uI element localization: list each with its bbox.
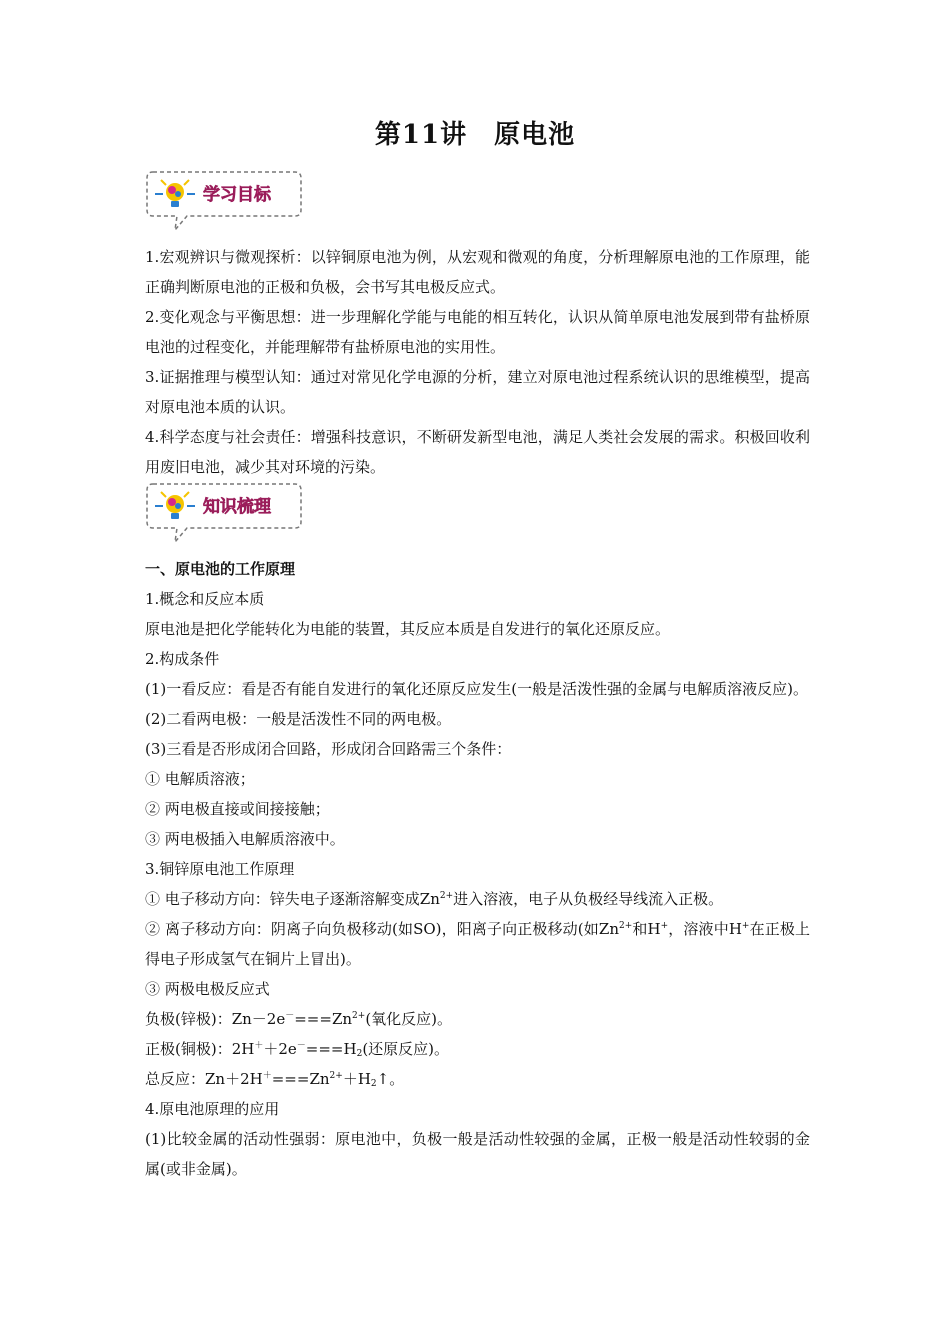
paragraph: 原电池是把化学能转化为电能的装置，其反应本质是自发进行的氧化还原反应。 — [145, 620, 671, 638]
knowledge-badge-label: 知识梳理 — [203, 497, 271, 517]
subsection-title: 1.概念和反应本质 — [145, 590, 265, 608]
section-heading: 一、原电池的工作原理 — [145, 560, 296, 578]
electron-direction-line: ① 电子移动方向：锌失电子逐渐溶解变成$Zn^{2+}$进入溶液，电子从负极经导线流入正极。 — [145, 890, 724, 908]
speech-bubble-icon — [145, 168, 305, 238]
list-item: ② 两电极直接或间接接触； — [145, 800, 330, 818]
paragraph: (1)比较金属的活动性强弱：原电池中，负极一般是活动性较强的金属，正极一般是活动性较弱的金属(或非金属)。 — [145, 1130, 810, 1178]
knowledge-badge — [145, 480, 305, 550]
list-item: ① 电解质溶液； — [145, 770, 255, 788]
objective-item: 1.宏观辨识与微观探析：以锌铜原电池为例，从宏观和微观的角度，分析理解原电池的工作原理，能正确判断原电池的正极和负极，会书写其电极反应式。 — [145, 248, 810, 296]
subsection-title: 2.构成条件 — [145, 650, 220, 668]
subsection-title: 3.铜锌原电池工作原理 — [145, 860, 295, 878]
electrode-equations-title: ③ 两极电极反应式 — [145, 980, 270, 998]
list-item: (3)三看是否形成闭合回路，形成闭合回路需三个条件： — [145, 740, 512, 758]
page-title: 第11讲 原电池 — [374, 120, 576, 150]
negative-electrode-equation: 负极(锌极)：$Zn-2e^-===Zn^{2+}$(氧化反应)。 — [145, 1010, 453, 1028]
objective-item: 3.证据推理与模型认知：通过对常见化学电源的分析，建立对原电池过程系统认识的思维模型，提高对原电池本质的认识。 — [145, 368, 810, 416]
objectives-badge — [145, 168, 305, 238]
objective-item: 2.变化观念与平衡思想：进一步理解化学能与电能的相互转化，认识从简单原电池发展到带有盐桥原电池的过程变化，并能理解带有盐桥原电池的实用性。 — [145, 308, 810, 356]
list-item: (2)二看两电极：一般是活泼性不同的两电极。 — [145, 710, 452, 728]
list-item: (1)一看反应：看是否有能自发进行的氧化还原反应发生(一般是活泼性强的金属与电解质溶液反应)。 — [145, 680, 808, 698]
knowledge-section — [145, 554, 810, 1184]
speech-bubble-icon — [145, 480, 305, 550]
positive-electrode-equation: 正极(铜极)：$2H^++2e^-===H_2$(还原反应)。 — [145, 1040, 450, 1059]
subsection-title: 4.原电池原理的应用 — [145, 1100, 280, 1118]
ion-direction-line: ② 离子移动方向：阴离子向负极移动(如SO)，阳离子向正极移动(如$Zn^{2+}$和H+，溶液中H+在正极上得电子形成氢气在铜片上冒出)。 — [145, 920, 810, 968]
objectives-badge-label: 学习目标 — [203, 185, 271, 205]
objectives-list — [145, 242, 810, 482]
list-item: ③ 两电极插入电解质溶液中。 — [145, 830, 345, 848]
objective-item: 4.科学态度与社会责任：增强科技意识，不断研发新型电池，满足人类社会发展的需求。积极回收利用废旧电池，减少其对环境的污染。 — [145, 428, 810, 476]
total-reaction-equation: 总反应：$Zn+2H^+===Zn^{2+}+H_2↑$。 — [145, 1070, 405, 1089]
